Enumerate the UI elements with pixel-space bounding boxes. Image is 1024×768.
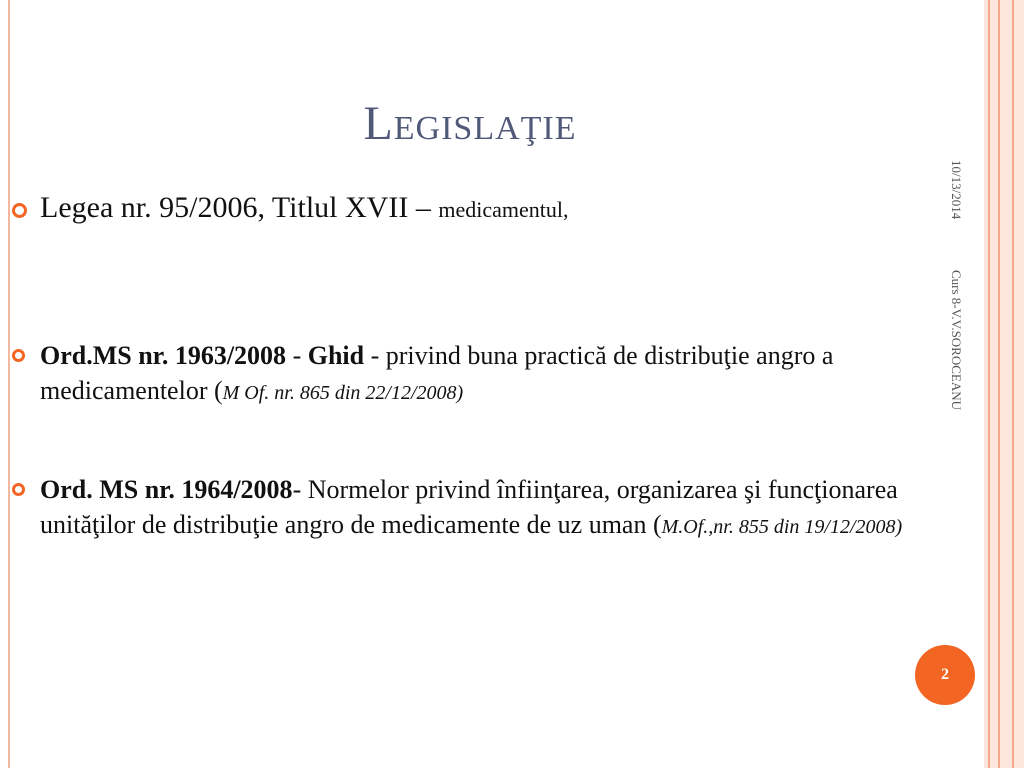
bullet-text [40, 190, 967, 227]
bullet-text [40, 338, 967, 411]
right-decorative-border [984, 0, 1024, 768]
border-line [988, 0, 990, 768]
bullet-icon [12, 203, 27, 218]
bullet-icon [12, 349, 25, 362]
guide-label: Ghid [307, 341, 365, 370]
slide-title: Legislaţie [363, 97, 577, 150]
page-number-badge: 2 [915, 645, 975, 705]
bullet-text [40, 472, 967, 545]
order-number: Ord. MS nr. 1964/2008 [40, 475, 293, 504]
bullet-icon [12, 483, 25, 496]
law-subject: medicamentul, [438, 197, 569, 222]
official-gazette-ref: M Of. nr. 865 din 22/12/2008) [222, 382, 464, 404]
bullet-item-law [12, 190, 967, 227]
bullet-item-order-1964 [12, 472, 967, 545]
slide-date: 10/13/2014 [949, 160, 964, 220]
order-description: - Normelor privind înfiinţarea, organizarea şi funcţionarea unităţilor de distribuţie angro de medicamente de uz uman ( [40, 475, 898, 539]
official-gazette-ref: M.Of.,nr. 855 din 19/12/2008) [661, 516, 903, 538]
border-line [998, 0, 1000, 768]
order-number: Ord.MS nr. 1963/2008 [40, 341, 287, 370]
order-description: - privind buna practică de distribuţie angro a medicamentelor ( [40, 341, 834, 405]
slide-footer: Curs 8-V.V.SOROCEANU [949, 270, 964, 411]
border-line [1012, 0, 1014, 768]
separator: - [286, 341, 308, 370]
bullet-item-order-1963 [12, 338, 967, 411]
law-reference: Legea nr. 95/2006, Titlul XVII – [40, 191, 439, 224]
